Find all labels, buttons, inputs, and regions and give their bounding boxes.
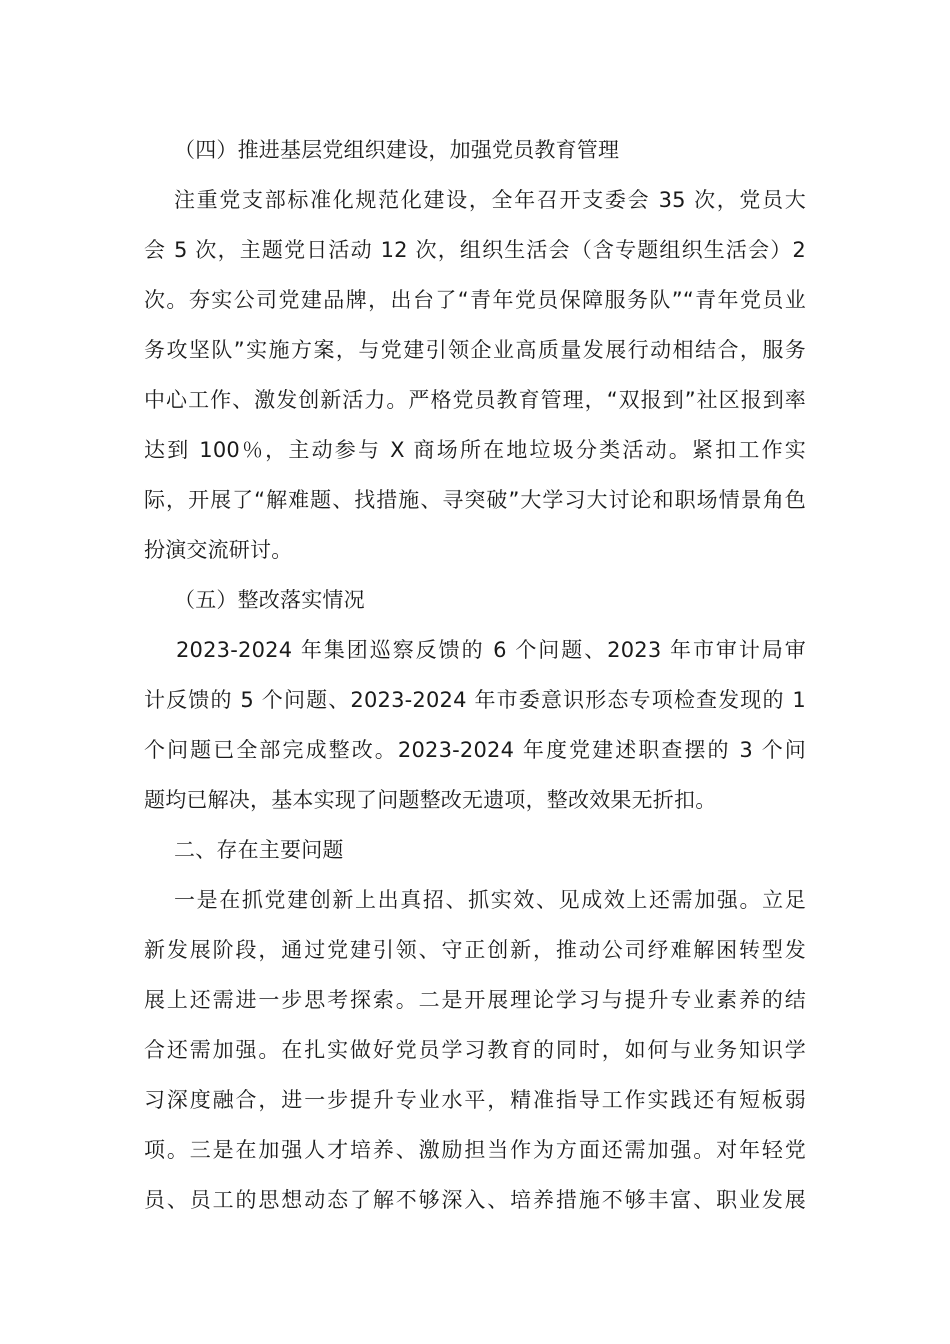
paragraph-line: 注重党支部标准化规范化建设，全年召开支委会 35 次，党员大 xyxy=(174,188,806,212)
paragraph-line: 次。夯实公司党建品牌，出台了“青年党员保障服务队”“青年党员业 xyxy=(144,288,806,312)
paragraph-line: 展上还需进一步思考探索。二是开展理论学习与提升专业素养的结 xyxy=(144,988,806,1012)
paragraph-line: 中心工作、激发创新活力。严格党员教育管理，“双报到”社区报到率 xyxy=(144,388,806,412)
paragraph-line: 计反馈的 5 个问题、2023-2024 年市委意识形态专项检查发现的 1 xyxy=(144,688,806,712)
paragraph-line: 个问题已全部完成整改。2023-2024 年度党建述职查摆的 3 个问 xyxy=(144,738,806,762)
paragraph-line: 际，开展了“解难题、找措施、寻突破”大学习大讨论和职场情景角色 xyxy=(144,488,806,512)
paragraph-line: 扮演交流研讨。 xyxy=(144,538,293,562)
paragraph-line: 习深度融合，进一步提升专业水平，精准指导工作实践还有短板弱 xyxy=(144,1088,806,1112)
section-heading-4: （四）推进基层党组织建设，加强党员教育管理 xyxy=(174,138,620,162)
paragraph-line: 题均已解决，基本实现了问题整改无遗项，整改效果无折扣。 xyxy=(144,788,717,812)
section-heading-5: （五）整改落实情况 xyxy=(174,588,365,612)
paragraph-line: 会 5 次，主题党日活动 12 次，组织生活会（含专题组织生活会）2 xyxy=(144,238,806,262)
paragraph-line: 项。三是在加强人才培养、激励担当作为方面还需加强。对年轻党 xyxy=(144,1138,806,1162)
paragraph-line: 达到 100％，主动参与 X 商场所在地垃圾分类活动。紧扣工作实 xyxy=(144,438,806,462)
paragraph-line: 一是在抓党建创新上出真招、抓实效、见成效上还需加强。立足 xyxy=(174,888,806,912)
paragraph-line: 2023-2024 年集团巡察反馈的 6 个问题、2023 年市审计局审 xyxy=(176,638,806,662)
paragraph-line: 员、员工的思想动态了解不够深入、培养措施不够丰富、职业发展 xyxy=(144,1188,806,1212)
section-heading-problems: 二、存在主要问题 xyxy=(174,838,344,862)
paragraph-line: 新发展阶段，通过党建引领、守正创新，推动公司纾难解困转型发 xyxy=(144,938,806,962)
paragraph-line: 合还需加强。在扎实做好党员学习教育的同时，如何与业务知识学 xyxy=(144,1038,806,1062)
paragraph-line: 务攻坚队”实施方案，与党建引领企业高质量发展行动相结合，服务 xyxy=(144,338,806,362)
